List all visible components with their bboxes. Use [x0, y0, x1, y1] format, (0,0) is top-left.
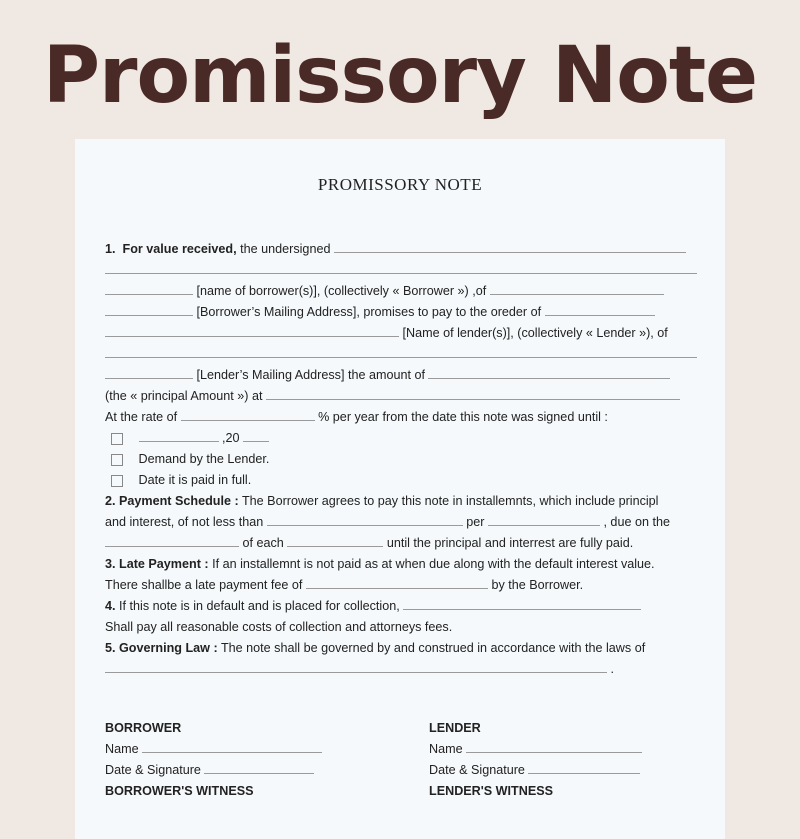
- borrower-of-field[interactable]: [490, 282, 664, 295]
- s1-address-text: [Borrower’s Mailing Address], promises to pay to the oreder of: [196, 305, 542, 319]
- s2-per: per: [466, 515, 485, 529]
- s1-line6: [105, 344, 699, 364]
- lender-name-field[interactable]: [105, 324, 399, 337]
- each-period-field[interactable]: [287, 534, 383, 547]
- s4-line1: [105, 596, 699, 616]
- s1-amount-text: [Lender’s Mailing Address] the amount of: [196, 368, 425, 382]
- borrower-name-field[interactable]: [105, 282, 193, 295]
- demand-checkbox[interactable]: [111, 454, 123, 466]
- principal-at-field[interactable]: [266, 387, 680, 400]
- s2-each: of each: [242, 536, 284, 550]
- lender-of-field[interactable]: [105, 345, 697, 358]
- s2-line2: [105, 512, 699, 532]
- borrower-name-label: Name: [105, 742, 139, 756]
- lender-block: [429, 718, 669, 802]
- governing-law-field[interactable]: [105, 660, 607, 673]
- borrower-name-input[interactable]: [142, 740, 322, 753]
- s2-line1: [105, 491, 699, 511]
- year-prefix: ,20: [222, 431, 240, 445]
- s2-interest-text: and interest, of not less than: [105, 515, 264, 529]
- due-day-field[interactable]: [105, 534, 239, 547]
- order-of-field[interactable]: [545, 303, 655, 316]
- s3-text: If an installemnt is not paid as at when due along with the default interest value.: [212, 557, 655, 571]
- s5-line2: [105, 659, 699, 679]
- lender-witness-heading: LENDER'S WITNESS: [429, 784, 554, 798]
- installment-period-field[interactable]: [488, 513, 600, 526]
- lender-signature-input[interactable]: [528, 761, 640, 774]
- installment-amount-field[interactable]: [267, 513, 463, 526]
- s1-line3: [105, 281, 699, 301]
- s5-end: .: [610, 662, 614, 676]
- s1-line5: [105, 323, 699, 343]
- s1-line8: [105, 386, 699, 406]
- s1-line1: [105, 239, 699, 259]
- blank-field[interactable]: [105, 261, 697, 274]
- paid-label: Date it is paid in full.: [138, 473, 252, 487]
- banner-title: Promissory Note: [42, 31, 758, 121]
- s3-by: by the Borrower.: [491, 578, 584, 592]
- s5-text: The note shall be governed by and construed in accordance with the laws of: [220, 641, 646, 655]
- lender-name-label: Name: [429, 742, 463, 756]
- document-page: [75, 139, 725, 839]
- s1-line9: [105, 407, 699, 427]
- collection-field[interactable]: [403, 597, 641, 610]
- s5-lead: 5. Governing Law :: [105, 641, 218, 655]
- s1-rate-tail: % per year from the date this note was signed until :: [318, 410, 608, 424]
- lender-heading: LENDER: [429, 721, 481, 735]
- s4-line2: [105, 617, 699, 637]
- s4-num: 4.: [105, 599, 116, 613]
- s2-until: until the principal and interrest are fully paid.: [386, 536, 634, 550]
- borrower-witness-heading: BORROWER'S WITNESS: [105, 784, 254, 798]
- date-checkbox[interactable]: [111, 433, 123, 445]
- borrower-block: [105, 718, 345, 802]
- rate-field[interactable]: [181, 408, 315, 421]
- borrower-heading: BORROWER: [105, 721, 182, 735]
- borrower-name-row: [105, 739, 345, 760]
- borrower-signature-input[interactable]: [204, 761, 314, 774]
- borrower-address-field[interactable]: [105, 303, 193, 316]
- s2-line3: [105, 533, 699, 553]
- lender-date-sig-label: Date & Signature: [429, 763, 525, 777]
- s1-line7: [105, 365, 699, 385]
- lender-address-field[interactable]: [105, 366, 193, 379]
- s1-principal-text: (the « principal Amount ») at: [105, 389, 263, 403]
- borrower-date-sig-label: Date & Signature: [105, 763, 201, 777]
- s4-text: If this note is in default and is placed for collection,: [119, 599, 400, 613]
- undersigned-field[interactable]: [334, 240, 686, 253]
- date-field[interactable]: [139, 429, 219, 442]
- s2-text: The Borrower agrees to pay this note in installemnts, which include principl: [241, 494, 659, 508]
- s4-costs: Shall pay all reasonable costs of collection and attorneys fees.: [105, 620, 453, 634]
- s3-line1: [105, 554, 699, 574]
- s2-due: , due on the: [603, 515, 670, 529]
- s3-lead: 3. Late Payment :: [105, 557, 209, 571]
- s1-option-demand: [105, 449, 699, 469]
- lender-signature-row: [429, 760, 669, 781]
- s1-option-date: [105, 428, 699, 448]
- amount-field[interactable]: [428, 366, 670, 379]
- s1-line4: [105, 302, 699, 322]
- s1-text: the undersigned: [240, 242, 331, 256]
- document-title: PROMISSORY NOTE: [317, 175, 483, 194]
- demand-label: Demand by the Lender.: [138, 452, 270, 466]
- paid-checkbox[interactable]: [111, 475, 123, 487]
- s1-line2: [105, 260, 699, 280]
- s1-rate-text: At the rate of: [105, 410, 178, 424]
- s1-num: 1.: [105, 242, 116, 256]
- lender-name-input[interactable]: [466, 740, 642, 753]
- s2-lead: 2. Payment Schedule :: [105, 494, 239, 508]
- year-field[interactable]: [243, 429, 269, 442]
- s5-line1: [105, 638, 699, 658]
- s1-lead: For value received,: [122, 242, 237, 256]
- s1-option-paid: [105, 470, 699, 490]
- borrower-signature-row: [105, 760, 345, 781]
- s1-borrower-text: [name of borrower(s)], (collectively « Borrower ») ,of: [196, 284, 487, 298]
- late-fee-field[interactable]: [306, 576, 488, 589]
- s1-lender-text: [Name of lender(s)], (collectively « Lender »), of: [402, 326, 668, 340]
- s3-fee-text: There shallbe a late payment fee of: [105, 578, 303, 592]
- s3-line2: [105, 575, 699, 595]
- lender-name-row: [429, 739, 669, 760]
